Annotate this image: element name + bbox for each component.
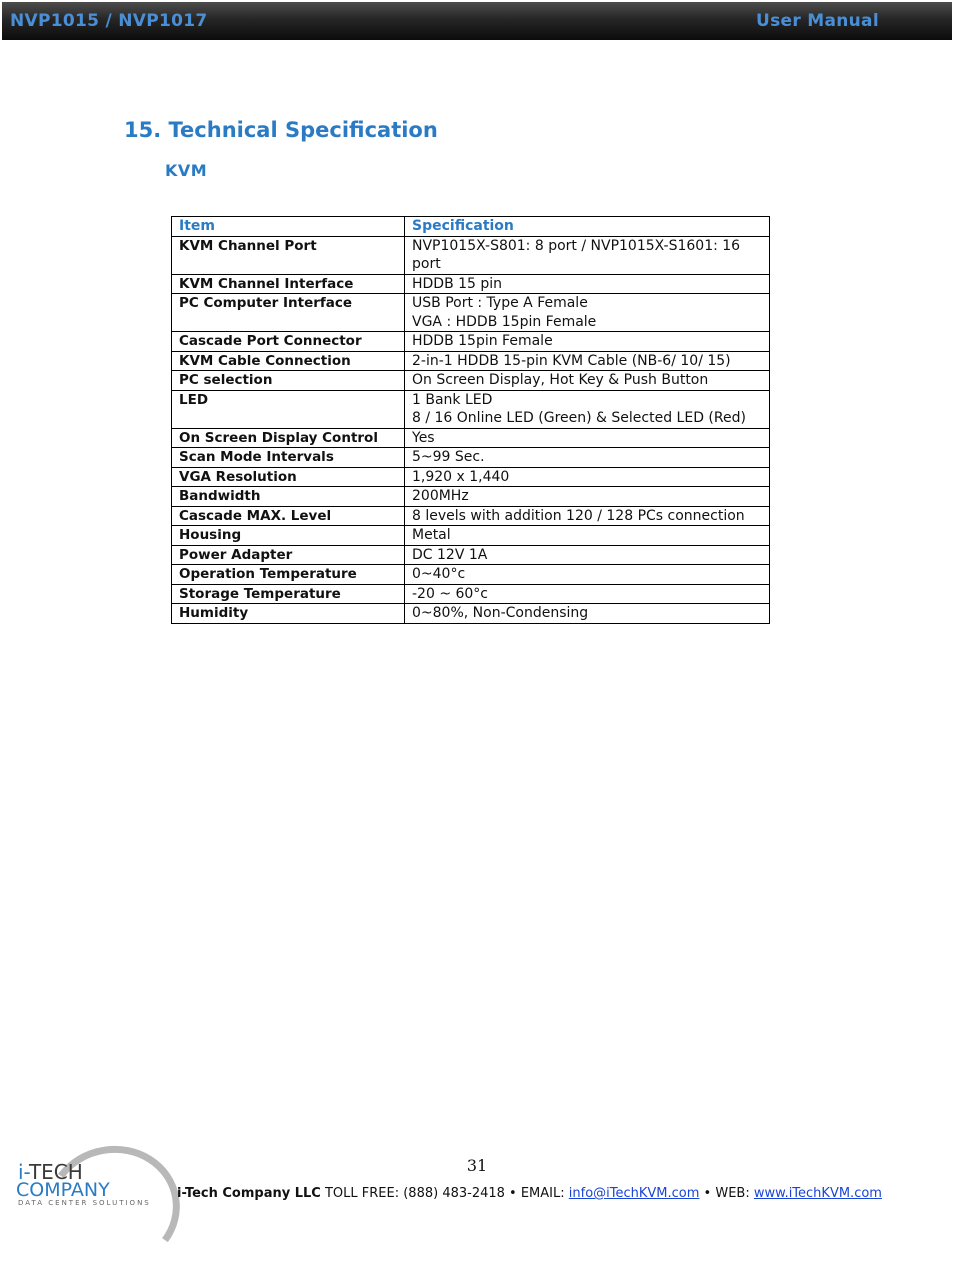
table-row <box>172 274 770 294</box>
table-row <box>172 565 770 585</box>
spec-item-cell: Bandwidth <box>172 487 405 507</box>
logo-text-tech: i-TECH <box>18 1160 83 1184</box>
table-row <box>172 351 770 371</box>
itech-logo <box>16 1146 156 1208</box>
spec-item-cell: LED <box>172 390 405 428</box>
footer-web-link[interactable]: www.iTechKVM.com <box>753 1186 882 1201</box>
spec-value-cell <box>405 274 770 294</box>
table-row <box>172 487 770 507</box>
spec-value-cell <box>405 428 770 448</box>
spec-item-cell: Cascade MAX. Level <box>172 506 405 526</box>
spec-value-cell <box>405 294 770 332</box>
table-row <box>172 526 770 546</box>
table-row <box>172 584 770 604</box>
spec-item-cell: Scan Mode Intervals <box>172 448 405 468</box>
spec-value-line: On Screen Display, Hot Key & Push Button <box>412 372 709 388</box>
spec-item-cell: KVM Cable Connection <box>172 351 405 371</box>
spec-value-line: Yes <box>412 429 435 446</box>
spec-item-cell: KVM Channel Port <box>172 236 405 274</box>
table-row <box>172 448 770 468</box>
table-row <box>172 294 770 332</box>
subsection-title: KVM <box>165 161 208 180</box>
spec-value-cell <box>405 565 770 585</box>
table-row <box>172 428 770 448</box>
header-bar <box>2 2 952 40</box>
table-row <box>172 332 770 352</box>
page-number: 31 <box>466 1156 488 1175</box>
spec-table-body <box>172 236 770 623</box>
spec-item-cell: PC Computer Interface <box>172 294 405 332</box>
footer-web-label: • WEB: <box>699 1186 754 1201</box>
table-row <box>172 506 770 526</box>
spec-value-line: VGA : HDDB 15pin Female <box>412 313 597 330</box>
spec-item-cell: Humidity <box>172 604 405 624</box>
spec-item-cell: KVM Channel Interface <box>172 274 405 294</box>
spec-value-line: 1,920 x 1,440 <box>412 468 510 485</box>
header-manual-title: User Manual <box>756 11 879 31</box>
spec-value-line: USB Port : Type A Female <box>412 295 588 311</box>
spec-value-cell <box>405 526 770 546</box>
spec-table-header-row <box>172 217 770 237</box>
spec-value-line: DC 12V 1A <box>412 546 488 563</box>
spec-value-cell <box>405 584 770 604</box>
spec-item-cell: Housing <box>172 526 405 546</box>
table-row <box>172 604 770 624</box>
spec-value-cell <box>405 506 770 526</box>
logo-text-company: COMPANY <box>16 1179 110 1201</box>
spec-value-line: -20 ~ 60°c <box>412 585 489 602</box>
footer-contact <box>177 1186 882 1201</box>
spec-value-line: NVP1015X-S801: 8 port / NVP1015X-S1601: 16 port <box>412 237 741 272</box>
spec-value-cell <box>405 332 770 352</box>
table-row <box>172 390 770 428</box>
spec-value-cell <box>405 487 770 507</box>
spec-value-cell <box>405 390 770 428</box>
spec-item-cell: Operation Temperature <box>172 565 405 585</box>
header-product-title: NVP1015 / NVP1017 <box>10 11 208 31</box>
table-row <box>172 371 770 391</box>
column-header-specification: Specification <box>405 217 770 237</box>
spec-value-line: 8 / 16 Online LED (Green) & Selected LED (Red) <box>412 410 746 426</box>
table-row <box>172 236 770 274</box>
spec-item-cell: Cascade Port Connector <box>172 332 405 352</box>
table-row <box>172 545 770 565</box>
spec-value-line: 0~80%, Non-Condensing <box>412 605 589 621</box>
spec-value-cell <box>405 545 770 565</box>
spec-value-line: 8 levels with addition 120 / 128 PCs connection <box>412 507 745 524</box>
column-header-item: Item <box>172 217 405 237</box>
spec-value-cell <box>405 351 770 371</box>
spec-value-line: 0~40°c <box>412 566 466 582</box>
spec-value-line: 2-in-1 HDDB 15-pin KVM Cable (NB-6/ 10/ 15) <box>412 352 731 369</box>
spec-value-cell <box>405 371 770 391</box>
spec-item-cell: VGA Resolution <box>172 467 405 487</box>
spec-item-cell: PC selection <box>172 371 405 391</box>
spec-value-line: HDDB 15pin Female <box>412 333 553 349</box>
spec-value-cell <box>405 236 770 274</box>
spec-item-cell: On Screen Display Control <box>172 428 405 448</box>
spec-value-line: 5~99 Sec. <box>412 449 485 465</box>
section-title: 15. Technical Specification <box>124 118 438 142</box>
spec-value-line: HDDB 15 pin <box>412 275 503 292</box>
spec-table <box>171 216 770 624</box>
footer-toll-free: TOLL FREE: (888) 483-2418 • EMAIL: <box>320 1186 569 1201</box>
spec-item-cell: Power Adapter <box>172 545 405 565</box>
spec-value-line: Metal <box>412 527 451 543</box>
spec-value-cell <box>405 467 770 487</box>
logo-tagline: DATA CENTER SOLUTIONS <box>18 1199 151 1207</box>
spec-value-cell <box>405 448 770 468</box>
spec-value-line: 1 Bank LED <box>412 391 493 408</box>
footer-company-name: i-Tech Company LLC <box>177 1186 321 1201</box>
spec-value-line: 200MHz <box>412 488 469 504</box>
table-row <box>172 467 770 487</box>
spec-value-cell <box>405 604 770 624</box>
spec-item-cell: Storage Temperature <box>172 584 405 604</box>
footer-email-link[interactable]: info@iTechKVM.com <box>568 1186 700 1201</box>
